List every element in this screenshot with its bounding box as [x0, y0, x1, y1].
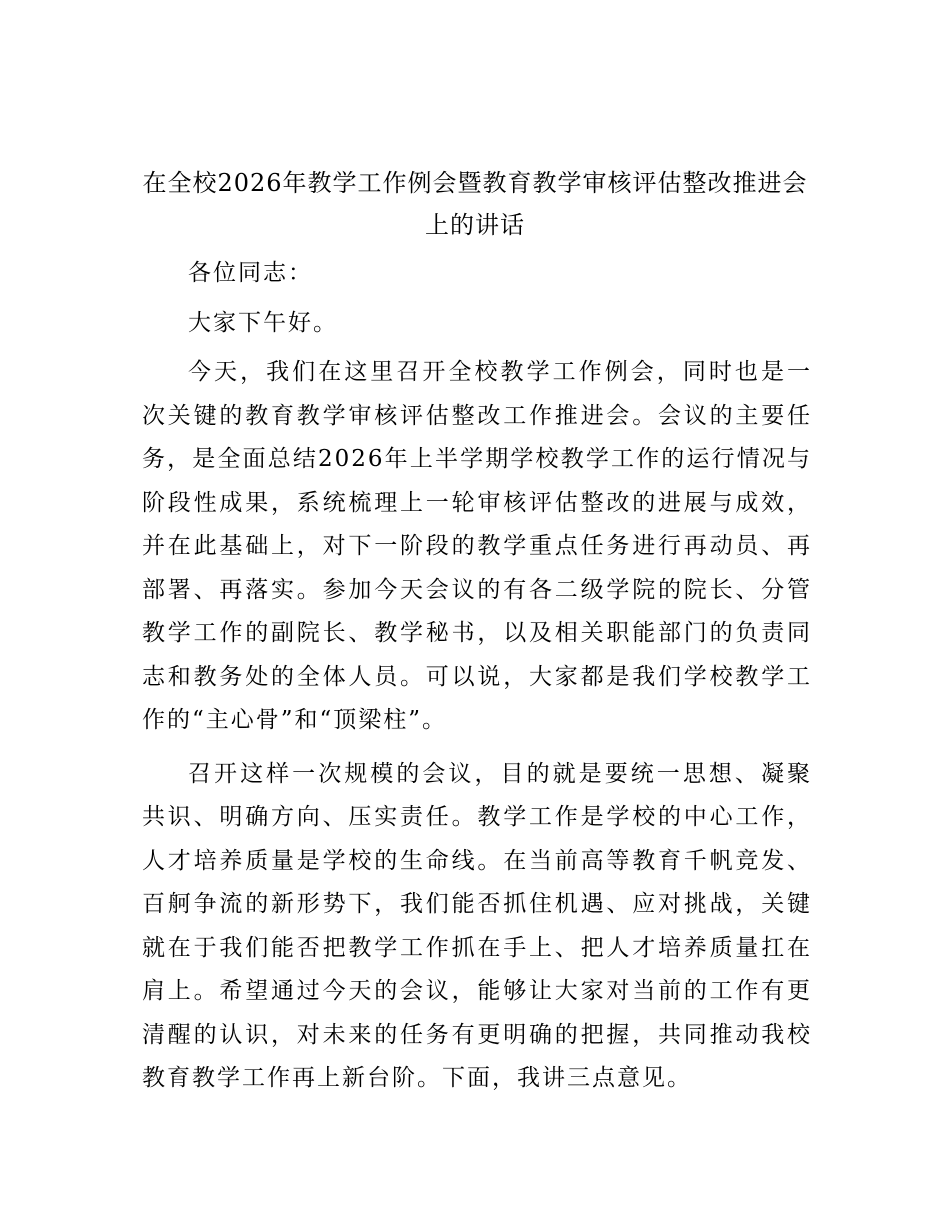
body-paragraph: 召开这样一次规模的会议，目的就是要统一思想、凝聚共识、明确方向、压实责任。教学工作是学校的中心工作，人才培养质量是学校的生命线。在当前高等教育千帆竞发、百舸争流的新形势下，我们能否抓住机遇、应对挑战，关键就在于我们能否把教学工作抓在手上、把人才培养质量扛在肩上。希望通过今天的会议，能够让大家对当前的工作有更清醒的认识，对未来的任务有更明确的把握，共同推动我校教育教学工作再上新台阶。下面，我讲三点意见。 — [142, 760, 812, 1091]
salutation: 各位同志： — [188, 260, 313, 286]
body-paragraph: 今天，我们在这里召开全校教学工作例会，同时也是一次关键的教育教学审核评估整改工作推进会。会议的主要任务，是全面总结2026年上半学期学校教学工作的运行情况与阶段性成果，系统梳理上一轮审核评估整改的进展与成效，并在此基础上，对下一阶段的教学重点任务进行再动员、再部署、再落实。参加今天会议的有各二级学院的院长、分管教学工作的副院长、教学秘书，以及相关职能部门的负责同志和教务处的全体人员。可以说，大家都是我们学校教学工作的“主心骨”和“顶梁柱”。 — [142, 359, 812, 733]
greeting: 大家下午好。 — [188, 309, 338, 336]
document-title: 在全校2026年教学工作例会暨教育教学审核评估整改推进会上的讲话 — [142, 169, 808, 239]
document-body — [142, 252, 812, 1107]
